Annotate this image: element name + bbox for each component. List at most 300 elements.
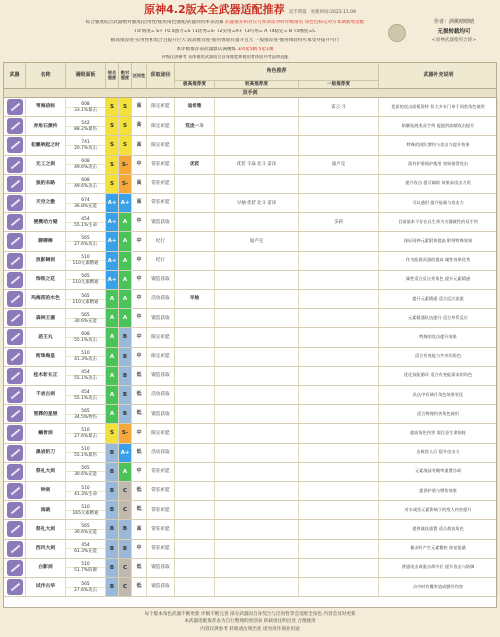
weapon-atk: 510 [66, 486, 105, 492]
weapon-substat: 34.5%物伤 [74, 414, 97, 420]
weapon-substat: 41.3%生命 [74, 491, 97, 497]
table-row [4, 136, 496, 155]
weapon-icon-cell [4, 367, 26, 385]
absolute-grade: C [119, 501, 132, 519]
weapon-substat: 36.8%充能 [74, 203, 97, 209]
source: 常驻祈愿 [147, 175, 175, 193]
versatility: 高 [132, 98, 147, 116]
absolute-grade: B [119, 520, 132, 538]
sword-icon [7, 137, 23, 153]
weapon-icon-cell [4, 520, 26, 538]
header-line-2-text: T0:刻度= S+ T0.5强力=S T1优秀=S- T2实用=A+ T3可用= A T4稳定= B T5畅度=C [134, 29, 316, 34]
weapon-atk: 454 [66, 543, 105, 549]
overall-grade: B [106, 501, 119, 519]
absolute-grade: S [119, 98, 132, 116]
versatility: 高 [132, 194, 147, 212]
weapon-substat: 49.6%攻击 [74, 184, 97, 190]
versatility: 低 [132, 578, 147, 596]
role-low [299, 194, 379, 212]
versatility: 中 [132, 309, 147, 327]
weapon-icon-cell [4, 232, 26, 250]
overall-grade: S [106, 98, 119, 116]
overall-grade: B [106, 520, 119, 538]
weapon-note: 可以通用 提升能量与攻击力 [379, 194, 498, 212]
versatility: 高 [132, 175, 147, 193]
col-name: 名称 [26, 63, 66, 89]
author-avatar-icon [388, 24, 406, 42]
weapon-stats [66, 117, 106, 135]
category-band: 双手剑 [4, 89, 496, 98]
weapon-stats [66, 520, 106, 538]
weapon-icon-cell [4, 482, 26, 500]
weapon-note: 适合物理伤害角色使用 [379, 405, 498, 423]
sword-icon [7, 233, 23, 249]
role-top: 优菈 [175, 156, 215, 174]
absolute-grade: C [119, 482, 132, 500]
weapon-substat: 61.3%充能 [74, 549, 97, 555]
weapon-note: 提高角色伤害 需注意生命损耗 [379, 424, 498, 442]
absolute-grade: A+ [119, 194, 132, 212]
role-low [299, 271, 379, 289]
weapon-substat: 110元素精通 [72, 280, 99, 286]
weapon-note: 特殊的团队增伤与攻击力提升效果 [379, 136, 498, 154]
table-row [4, 98, 496, 117]
role-mid [215, 578, 299, 596]
role-top: 迪希雅 [175, 98, 215, 116]
table-header [4, 63, 496, 89]
weapon-name: 赤角石溃杵 [26, 117, 66, 135]
overall-grade: A+ [106, 252, 119, 270]
table-row [4, 405, 496, 424]
weapon-note: 防御拓展类双手剑 能提供高额攻击提升 [379, 117, 498, 135]
weapon-atk: 565 [66, 313, 105, 319]
role-mid: 早柚 优菈 北斗 雷泽 [215, 194, 299, 212]
sword-icon [7, 541, 23, 557]
sword-icon [7, 329, 23, 345]
absolute-grade: S- [119, 156, 132, 174]
role-mid [215, 520, 299, 538]
versatility: 低 [132, 444, 147, 462]
weapon-name: 千岩古剑 [26, 386, 66, 404]
header-line-2 [60, 29, 390, 34]
role-top: 荒泷一斗 [175, 117, 215, 135]
weapon-stats [66, 482, 106, 500]
source: 常驻祈愿 [147, 463, 175, 481]
weapon-stats [66, 98, 106, 116]
versatility: 中 [132, 348, 147, 366]
header-line-3 [60, 38, 390, 43]
overall-grade: A [106, 405, 119, 423]
table-row [4, 444, 496, 463]
weapon-note: 提供战技重置 适合战技角色 [379, 520, 498, 538]
weapon-atk: 565 [66, 524, 105, 530]
footer [0, 612, 500, 634]
weapon-name: 祭礼大剑 [26, 520, 66, 538]
header-line-4-red: 3/4星5精 5星1精 [237, 47, 274, 52]
weapon-name: 苇海信标 [26, 98, 66, 116]
weapon-atk: 510 [66, 351, 105, 357]
weapon-atk: 608 [66, 332, 105, 338]
sword-icon [7, 176, 23, 192]
role-mid [215, 424, 299, 442]
absolute-grade: B [119, 328, 132, 346]
weapon-stats [66, 136, 106, 154]
weapon-name: 雨裁 [26, 501, 66, 519]
sword-icon [7, 214, 23, 230]
role-top [175, 482, 215, 500]
weapon-name: 便携动力锯 [26, 213, 66, 231]
role-top [175, 309, 215, 327]
weapon-substat: 30.6%充能 [74, 472, 97, 478]
sword-icon [7, 464, 23, 480]
weapon-atk: 510 [66, 255, 105, 261]
role-top [175, 136, 215, 154]
sword-icon [7, 118, 23, 134]
role-low [299, 175, 379, 193]
role-top [175, 540, 215, 558]
header-line-4-text: 本评级推荐表武器默认满精炼 [176, 47, 238, 52]
weapon-note: 队伍中有璃月角色效果更佳 [379, 386, 498, 404]
weapon-note: 元素精通队伍提升 适合草系反应 [379, 309, 498, 327]
absolute-grade: A [119, 252, 132, 270]
title-subtitle: 双手剑篇 [288, 10, 307, 15]
weapon-icon-cell [4, 424, 26, 442]
header-line-5 [60, 55, 390, 60]
weapon-icon-cell [4, 501, 26, 519]
absolute-grade: S [119, 117, 132, 135]
weapon-stats [66, 194, 106, 212]
weapon-name: 浪影阔剑 [26, 252, 66, 270]
role-top [175, 405, 215, 423]
role-low [299, 386, 379, 404]
weapon-substat: 49.6%攻击 [74, 165, 97, 171]
role-mid [215, 540, 299, 558]
footer-line-2: 本武器适配推荐表为自行整理的原创表 转载请注明出处 合理使用 [184, 619, 316, 625]
weapon-note: 适合有充能与共享的角色 [379, 348, 498, 366]
weapon-name: 桂木斩长正 [26, 367, 66, 385]
weapon-name: 聊聊棒 [26, 232, 66, 250]
weapon-atk: 565 [66, 409, 105, 415]
header-line-1 [60, 20, 390, 25]
overall-grade: A [106, 328, 119, 346]
overall-grade: A+ [106, 232, 119, 250]
weapon-stats [66, 578, 106, 596]
role-top [175, 271, 215, 289]
weapon-atk: 565 [66, 294, 105, 300]
versatility: 中 [132, 290, 147, 308]
weapon-stats [66, 386, 106, 404]
weapon-icon-cell [4, 98, 26, 116]
source: 锻造获取 [147, 213, 175, 231]
weapon-atk: 454 [66, 217, 105, 223]
sword-icon [7, 99, 23, 115]
role-mid [215, 136, 299, 154]
overall-grade: S [106, 424, 119, 442]
versatility: 高 [132, 136, 147, 154]
weapon-name: 雪葬的星银 [26, 405, 66, 423]
table-row [4, 117, 496, 136]
header-line-1-text: 综合强度结合武器绝对强度/泛用性/使用角色强度/武器到用率等因素 [85, 20, 224, 25]
weapon-name: 螭骨剑 [26, 424, 66, 442]
overall-grade: A [106, 309, 119, 327]
sword-icon [7, 368, 23, 384]
source: 锻造获取 [147, 271, 175, 289]
weapon-note: 击败敌人后 提升攻击力 [379, 444, 498, 462]
weapon-icon-cell [4, 328, 26, 346]
role-top [175, 252, 215, 270]
versatility: 低 [132, 386, 147, 404]
weapon-atk: 565 [66, 582, 105, 588]
versatility: 中 [132, 252, 147, 270]
table-row [4, 520, 496, 539]
role-top [175, 232, 215, 250]
weapon-substat: 55.1%攻击 [74, 395, 97, 401]
source: 限定祈愿 [147, 136, 175, 154]
role-low [299, 463, 379, 481]
role-low: 迪卢克 [299, 156, 379, 174]
overall-grade: A [106, 348, 119, 366]
weapon-note: 提升攻击 提可辅助 效果高攻击力用 [379, 175, 498, 193]
page-title [0, 4, 500, 17]
weapon-stats [66, 156, 106, 174]
source: 限定祈愿 [147, 348, 175, 366]
weapon-substat: 41.3%攻击 [74, 357, 97, 363]
table-row [4, 540, 496, 559]
header-line-3-text: 极高推荐度-实用性和契合且提升巨大 较高推荐度-使用体验有提升且大 一般推荐度-使用体验特可承受并提升可行 [110, 38, 340, 43]
role-low [299, 348, 379, 366]
role-low [299, 559, 379, 577]
table-row [4, 213, 496, 232]
table-row [4, 578, 496, 597]
role-mid [215, 348, 299, 366]
table-row [4, 482, 496, 501]
title-text: 原神4.2版本全武器适配推荐 [144, 3, 285, 16]
role-mid [215, 501, 299, 519]
role-top [175, 194, 215, 212]
weapon-note: 作为能源武器的提高 属性效果优秀 [379, 252, 498, 270]
source: 常驻祈愿 [147, 540, 175, 558]
table-row [4, 424, 496, 443]
absolute-grade: B [119, 367, 132, 385]
weapon-substat: 55.1%攻击 [74, 376, 97, 382]
weapon-substat: 33.1%暴击 [74, 107, 97, 113]
weapon-note: 保证同种元素附着提高 附带特殊效果 [379, 232, 498, 250]
author-label: 作者： [433, 19, 449, 25]
weapon-atk: 608 [66, 102, 105, 108]
role-mid [215, 386, 299, 404]
overall-grade: B [106, 559, 119, 577]
role-top [175, 424, 215, 442]
absolute-grade: B [119, 386, 132, 404]
role-low [299, 136, 379, 154]
header-line-1-red: 武器推荐和对应九率即需对时评级排名 角色色标记对方本期新增适配 [225, 20, 365, 25]
versatility: 高 [132, 520, 147, 538]
weapon-name: 天空之傲 [26, 194, 66, 212]
sword-icon [7, 502, 23, 518]
role-low [299, 290, 379, 308]
weapon-icon-cell [4, 175, 26, 193]
weapon-icon-cell [4, 348, 26, 366]
weapon-name: 钟剑 [26, 482, 66, 500]
source: 纪行 [147, 232, 175, 250]
weapon-atk: 510 [66, 562, 105, 568]
weapon-substat: 110元素精通 [72, 299, 99, 305]
weapon-atk: 565 [66, 236, 105, 242]
update-date: 更新时间:2023.11.09 [310, 10, 356, 15]
source: 活动获取 [147, 290, 175, 308]
header [0, 0, 500, 60]
weapon-name: 白影剑 [26, 559, 66, 577]
role-low [299, 405, 379, 423]
role-mid [215, 328, 299, 346]
versatility: 低 [132, 405, 147, 423]
weapon-note: 特殊的攻击提升效果 [379, 328, 498, 346]
weapon-name: 黑岩斩刀 [26, 444, 66, 462]
absolute-grade: A [119, 309, 132, 327]
versatility: 中 [132, 213, 147, 231]
weapon-icon-cell [4, 271, 26, 289]
weapon-table [3, 62, 497, 608]
weapon-stats [66, 501, 106, 519]
absolute-grade: B [119, 405, 132, 423]
source: 常驻祈愿 [147, 156, 175, 174]
table-row [4, 348, 496, 367]
weapon-icon-cell [4, 156, 26, 174]
versatility: 低 [132, 559, 147, 577]
col-mid: 较高推荐度 [215, 80, 299, 89]
weapon-note: 目前基本不存在以生命为关键属性的双手剑 [379, 213, 498, 231]
weapon-stats [66, 271, 106, 289]
role-mid [215, 309, 299, 327]
weapon-atk: 608 [66, 159, 105, 165]
role-top [175, 348, 215, 366]
table-row [4, 367, 496, 386]
source: 锻造获取 [147, 559, 175, 577]
weapon-name: 试作古华 [26, 578, 66, 596]
role-mid [215, 405, 299, 423]
role-low [299, 520, 379, 538]
source: 锻造获取 [147, 405, 175, 423]
sword-icon [7, 445, 23, 461]
overall-grade: S [106, 156, 119, 174]
weapon-name: 森林王器 [26, 309, 66, 327]
role-mid [215, 559, 299, 577]
role-mid [215, 252, 299, 270]
weapon-atk: 674 [66, 198, 105, 204]
absolute-grade: C [119, 559, 132, 577]
role-low [299, 252, 379, 270]
weapon-substat: 27.6%攻击 [74, 241, 97, 247]
weapon-note: 优化技能循环 适合有充能需求的角色 [379, 367, 498, 385]
weapon-stats [66, 559, 106, 577]
overall-grade: A+ [106, 271, 119, 289]
author-note: <原神武器使用合轮> [431, 38, 477, 44]
weapon-icon-cell [4, 194, 26, 212]
table-row [4, 559, 496, 578]
sword-icon [7, 425, 23, 441]
weapon-icon-cell [4, 309, 26, 327]
weapon-substat: 20.7%攻击 [74, 145, 97, 151]
author-line [410, 20, 498, 26]
overall-grade: B [106, 578, 119, 596]
role-mid [215, 367, 299, 385]
role-low [299, 501, 379, 519]
weapon-stats [66, 328, 106, 346]
weapon-name: 衔珠海皇 [26, 348, 66, 366]
table-row [4, 290, 496, 309]
role-low [299, 309, 379, 327]
sword-icon [7, 195, 23, 211]
absolute-grade: S [119, 136, 132, 154]
weapon-name: 无工之剑 [26, 156, 66, 174]
overall-grade: A [106, 290, 119, 308]
role-mid [215, 290, 299, 308]
table-row [4, 386, 496, 405]
versatility: 低 [132, 367, 147, 385]
role-top: 早柚 [175, 290, 215, 308]
overall-grade: B [106, 482, 119, 500]
versatility: 中 [132, 232, 147, 250]
role-top [175, 386, 215, 404]
source: 限定祈愿 [147, 117, 175, 135]
weapon-note: 提供护盾与增伤效果 [379, 482, 498, 500]
versatility: 中 [132, 156, 147, 174]
table-row [4, 194, 496, 213]
weapon-name: 狼的末路 [26, 175, 66, 193]
overall-grade: A+ [106, 194, 119, 212]
weapon-icon-cell [4, 386, 26, 404]
source: 常驻祈愿 [147, 482, 175, 500]
weapon-icon-cell [4, 405, 26, 423]
table-row [4, 232, 496, 251]
weapon-note: 优质的攻击面板资材 但大多专门奉于同类角色使用 [379, 98, 498, 116]
absolute-grade: C [119, 578, 132, 596]
versatility: 中 [132, 424, 147, 442]
weapon-icon-cell [4, 444, 26, 462]
weapon-stats [66, 290, 106, 308]
source: 纪行 [147, 252, 175, 270]
absolute-grade: S- [119, 175, 132, 193]
col-role: 角色推荐 [175, 63, 379, 80]
author-block [410, 20, 498, 54]
role-top [175, 520, 215, 538]
sword-icon [7, 387, 23, 403]
weapon-stats [66, 309, 106, 327]
weapon-stats [66, 252, 106, 270]
absolute-grade: S- [119, 424, 132, 442]
overall-grade: B [106, 540, 119, 558]
weapon-icon-cell [4, 559, 26, 577]
overall-grade: A [106, 386, 119, 404]
role-low [299, 482, 379, 500]
versatility: 低 [132, 482, 147, 500]
weapon-note: 属性适合反应类角色 提升元素精通 [379, 271, 498, 289]
overall-grade: S [106, 136, 119, 154]
weapon-note: 元素战技有概率重置冷却 [379, 463, 498, 481]
role-low [299, 367, 379, 385]
role-low [299, 328, 379, 346]
role-mid [215, 117, 299, 135]
weapon-icon-cell [4, 463, 26, 481]
weapon-note: 提升元素精通 适合反应流派 [379, 290, 498, 308]
weapon-stats [66, 348, 106, 366]
role-low [299, 424, 379, 442]
role-mid: 迪卢克 [215, 232, 299, 250]
role-low [299, 232, 379, 250]
weapon-stats [66, 424, 106, 442]
role-top [175, 501, 215, 519]
source: 锻造获取 [147, 578, 175, 596]
